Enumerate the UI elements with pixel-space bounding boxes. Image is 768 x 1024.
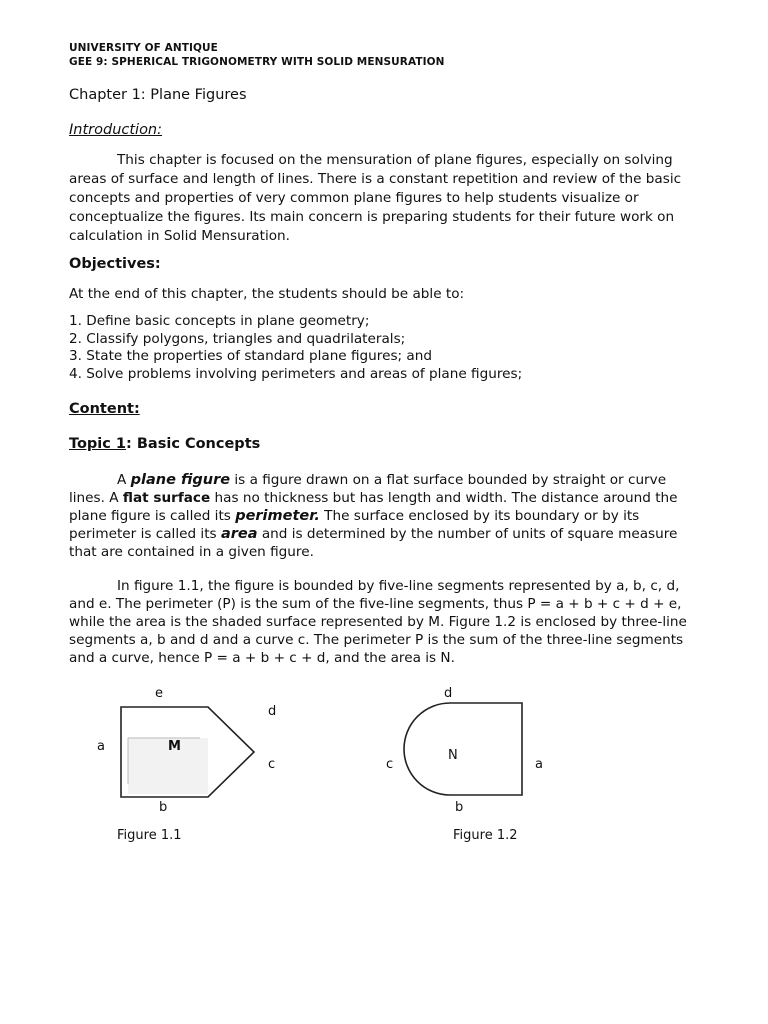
label-c: c (386, 757, 394, 772)
content-heading: Content: (69, 401, 140, 417)
term-area: area (220, 526, 258, 542)
region-label-n: N (448, 748, 458, 763)
label-e: e (155, 686, 163, 701)
objective-item: 1. Define basic concepts in plane geometry; (69, 313, 370, 329)
term-perimeter: perimeter. (235, 508, 320, 524)
header-course: GEE 9: SPHERICAL TRIGONOMETRY WITH SOLID MENSURATION (69, 56, 445, 68)
figure-1-1-caption: Figure 1.1 (117, 828, 182, 843)
label-d: d (268, 704, 277, 719)
topic-title: Basic Concepts (136, 436, 261, 452)
label-a: a (535, 757, 543, 772)
objective-item: 4. Solve problems involving perimeters and areas of plane figures; (69, 365, 523, 382)
figure-1-2-caption: Figure 1.2 (453, 828, 518, 843)
para-text: is a figure drawn on a flat surface bounded by straight or curve lines. A (69, 472, 667, 506)
semicircle-figure-outline (404, 703, 522, 795)
para-text: has no thickness but has length and width. The distance around the plane figure is called its (69, 490, 678, 524)
label-b: b (159, 800, 168, 815)
term-flat-surface: flat surface (122, 490, 211, 506)
label-a: a (97, 739, 105, 754)
region-label-m: M (168, 739, 181, 754)
para-text: The surface enclosed by its boundary or by its perimeter is called its (69, 508, 640, 542)
objectives-heading: Objectives: (69, 256, 161, 272)
topic-label: Topic 1 (69, 436, 127, 452)
figure-1-2 (386, 686, 543, 843)
topic-separator: : (126, 436, 137, 452)
objective-item: 2. Classify polygons, triangles and quadrilaterals; (69, 330, 406, 347)
introduction-paragraph: This chapter is focused on the mensuration of plane figures, especially on solving areas of surface and length of lines. There is a constant repetition and review of the basic concepts and properties of very common plane figures to help students visualize or conceptualize the figures. Its main concern is preparing students for their future work on calculation in Solid Mensuration. (69, 152, 682, 244)
label-c: c (268, 757, 276, 772)
chapter-title: Chapter 1: Plane Figures (69, 87, 247, 103)
header-university: UNIVERSITY OF ANTIQUE (69, 42, 218, 54)
para-text: A (117, 472, 131, 488)
introduction-heading: Introduction: (69, 122, 163, 138)
figure-1-1 (97, 686, 276, 843)
para-text: and is determined by the number of units of square measure that are contained in a given figure. (69, 526, 678, 560)
figure-explanation-paragraph: In figure 1.1, the figure is bounded by five-line segments represented by a, b, c, d, and e. The perimeter (P) is the sum of the five-line segments, thus P = a + b + c + d + e, while the area is the shaded surface represented by M. Figure 1.2 is enclosed by three-line segments a, b and d and a curve c. The perimeter P is the sum of the three-line segments and a curve, hence P = a + b + c + d, and the area is N. (69, 578, 687, 666)
term-plane-figure: plane figure (130, 472, 231, 488)
label-d: d (444, 686, 453, 701)
objective-item: 3. State the properties of standard plane figures; and (69, 348, 433, 364)
label-b: b (455, 800, 464, 815)
objectives-lead: At the end of this chapter, the students should be able to: (69, 286, 465, 302)
